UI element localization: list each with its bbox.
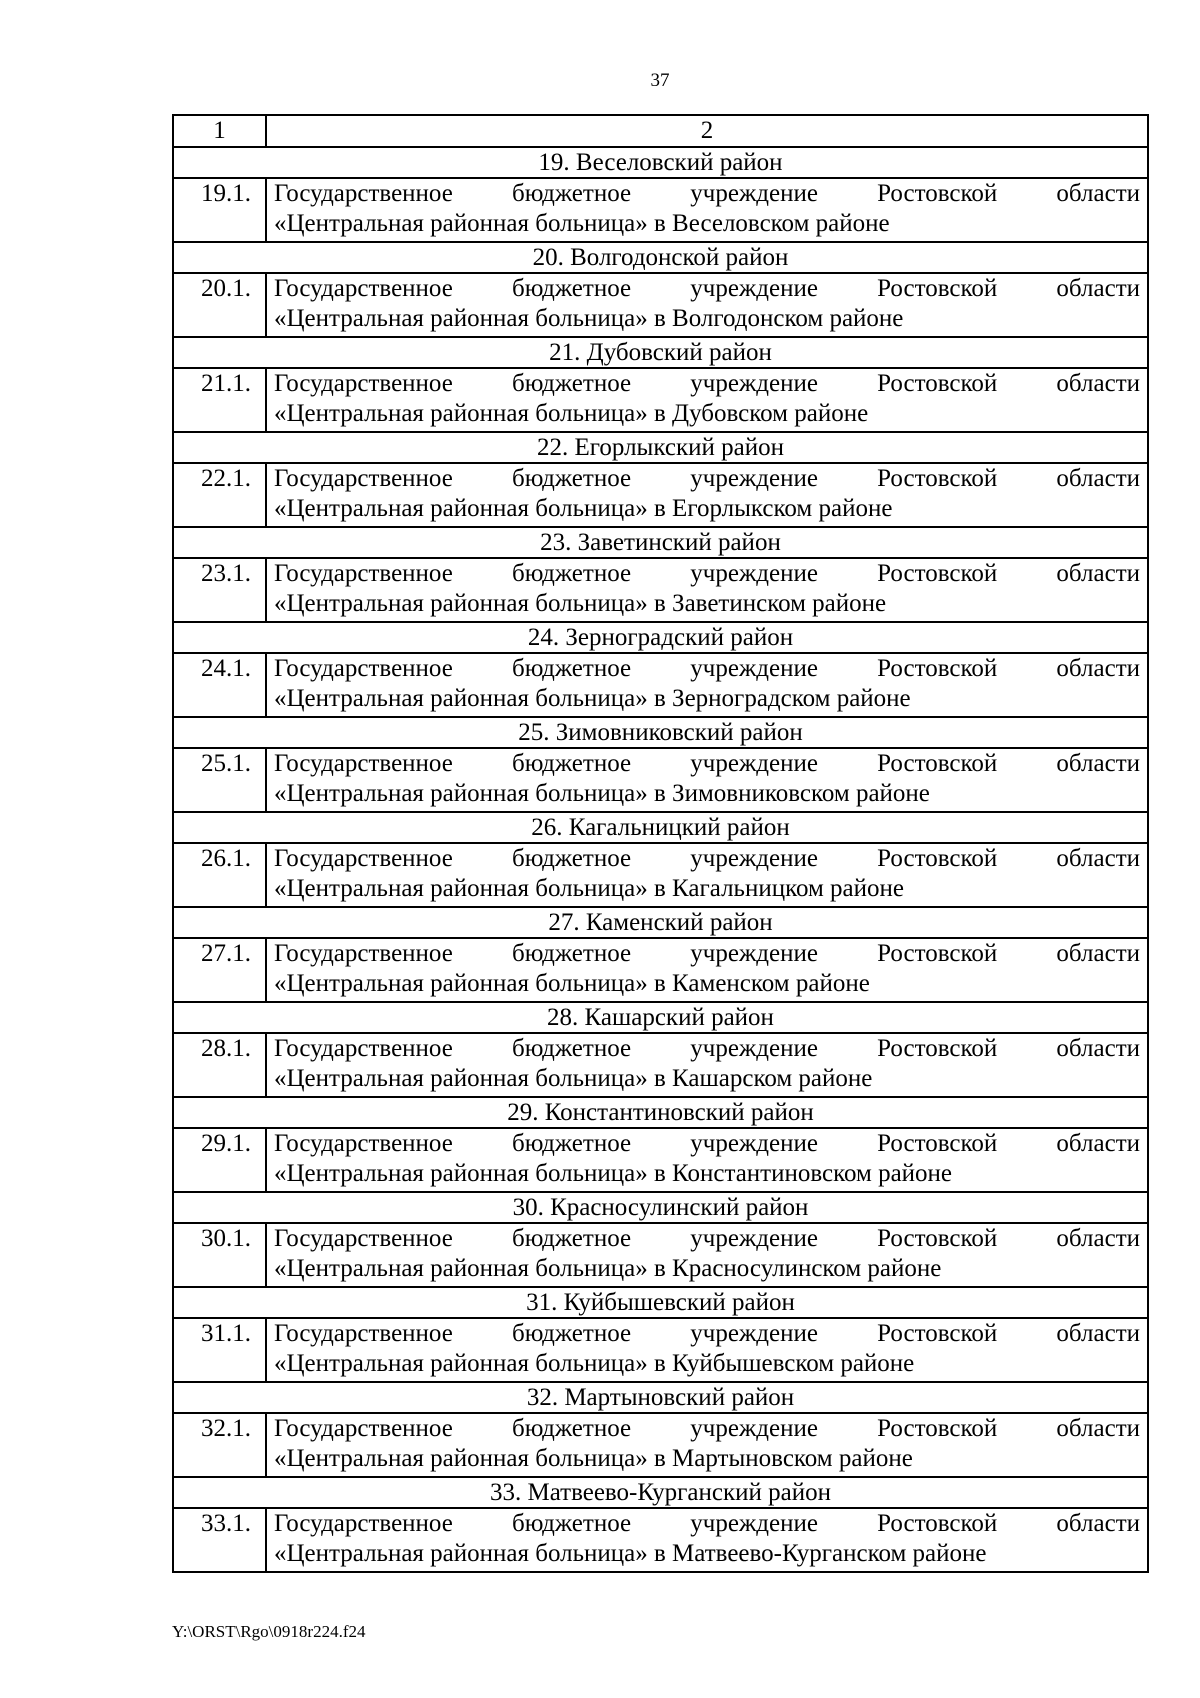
entry-description	[266, 463, 1148, 527]
entry-line-2: «Центральная районная больница» в Волгодонском районе	[274, 305, 904, 332]
entry-number: 26.1.	[173, 843, 266, 907]
table-row	[173, 653, 1148, 717]
entry-description	[266, 1413, 1148, 1477]
entry-description	[266, 1128, 1148, 1192]
district-section-row	[173, 527, 1148, 558]
entry-description	[266, 1508, 1148, 1572]
entry-line-2: «Центральная районная больница» в Матвеево-Курганском районе	[274, 1540, 987, 1567]
district-section-row	[173, 717, 1148, 748]
table-row	[173, 178, 1148, 242]
entry-number: 21.1.	[173, 368, 266, 432]
file-path-footer: Y:\ORST\Rgo\0918r224.f24	[172, 1622, 366, 1641]
table-row	[173, 748, 1148, 812]
table-header-row	[173, 115, 1148, 147]
district-section-row	[173, 1192, 1148, 1223]
table-row	[173, 1413, 1148, 1477]
district-section-row	[173, 432, 1148, 463]
entry-description	[266, 748, 1148, 812]
district-title: 27. Каменский район	[173, 907, 1148, 938]
entry-line-2: «Центральная районная больница» в Веселовском районе	[274, 210, 890, 237]
entry-line-1: Государственное бюджетное учреждение Ростовской области	[274, 1320, 1140, 1347]
district-section-row	[173, 1287, 1148, 1318]
entry-line-1: Государственное бюджетное учреждение Ростовской области	[274, 940, 1140, 967]
district-title: 24. Зерноградский район	[173, 622, 1148, 653]
district-title: 23. Заветинский район	[173, 527, 1148, 558]
entry-number: 19.1.	[173, 178, 266, 242]
entry-line-1: Государственное бюджетное учреждение Ростовской области	[274, 1130, 1140, 1157]
entry-line-2: «Центральная районная больница» в Каменском районе	[274, 970, 870, 997]
district-title: 33. Матвеево-Курганский район	[173, 1477, 1148, 1508]
entry-number: 22.1.	[173, 463, 266, 527]
district-title: 21. Дубовский район	[173, 337, 1148, 368]
entry-number: 32.1.	[173, 1413, 266, 1477]
entry-description	[266, 273, 1148, 337]
district-title: 25. Зимовниковский район	[173, 717, 1148, 748]
entry-line-1: Государственное бюджетное учреждение Ростовской области	[274, 275, 1140, 302]
entry-number: 25.1.	[173, 748, 266, 812]
entry-number: 29.1.	[173, 1128, 266, 1192]
district-section-row	[173, 1097, 1148, 1128]
entry-line-2: «Центральная районная больница» в Мартыновском районе	[274, 1445, 913, 1472]
entry-line-1: Государственное бюджетное учреждение Ростовской области	[274, 1510, 1140, 1537]
entry-line-1: Государственное бюджетное учреждение Ростовской области	[274, 750, 1140, 777]
district-title: 31. Куйбышевский район	[173, 1287, 1148, 1318]
table-row	[173, 273, 1148, 337]
district-title: 32. Мартыновский район	[173, 1382, 1148, 1413]
entry-number: 20.1.	[173, 273, 266, 337]
entry-line-2: «Центральная районная больница» в Куйбышевском районе	[274, 1350, 915, 1377]
entry-line-1: Государственное бюджетное учреждение Ростовской области	[274, 465, 1140, 492]
entry-line-1: Государственное бюджетное учреждение Ростовской области	[274, 655, 1140, 682]
district-title: 22. Егорлыкский район	[173, 432, 1148, 463]
entry-description	[266, 1318, 1148, 1382]
entry-line-2: «Центральная районная больница» в Кашарском районе	[274, 1065, 873, 1092]
district-title: 29. Константиновский район	[173, 1097, 1148, 1128]
hospital-table	[172, 114, 1149, 1573]
district-title: 19. Веселовский район	[173, 147, 1148, 178]
entry-number: 24.1.	[173, 653, 266, 717]
entry-line-1: Государственное бюджетное учреждение Ростовской области	[274, 1225, 1140, 1252]
entry-line-2: «Центральная районная больница» в Красносулинском районе	[274, 1255, 942, 1282]
district-section-row	[173, 242, 1148, 273]
district-title: 30. Красносулинский район	[173, 1192, 1148, 1223]
entry-number: 33.1.	[173, 1508, 266, 1572]
entry-description	[266, 1223, 1148, 1287]
district-section-row	[173, 337, 1148, 368]
district-section-row	[173, 1477, 1148, 1508]
district-section-row	[173, 907, 1148, 938]
table-row	[173, 1128, 1148, 1192]
table-row	[173, 558, 1148, 622]
entry-line-2: «Центральная районная больница» в Егорлыкском районе	[274, 495, 893, 522]
entry-line-2: «Центральная районная больница» в Заветинском районе	[274, 590, 887, 617]
page-number: 37	[650, 70, 670, 91]
district-section-row	[173, 812, 1148, 843]
entry-line-2: «Центральная районная больница» в Зерноградском районе	[274, 685, 911, 712]
district-section-row	[173, 1002, 1148, 1033]
entry-description	[266, 178, 1148, 242]
entry-line-2: «Центральная районная больница» в Дубовском районе	[274, 400, 869, 427]
entry-line-2: «Центральная районная больница» в Константиновском районе	[274, 1160, 953, 1187]
district-title: 20. Волгодонской район	[173, 242, 1148, 273]
entry-description	[266, 1033, 1148, 1097]
entry-number: 27.1.	[173, 938, 266, 1002]
entry-description	[266, 938, 1148, 1002]
entry-line-1: Государственное бюджетное учреждение Ростовской области	[274, 845, 1140, 872]
district-title: 26. Кагальницкий район	[173, 812, 1148, 843]
entry-number: 30.1.	[173, 1223, 266, 1287]
district-section-row	[173, 622, 1148, 653]
entry-line-1: Государственное бюджетное учреждение Ростовской области	[274, 1415, 1140, 1442]
table-row	[173, 463, 1148, 527]
table-row	[173, 1508, 1148, 1572]
entry-description	[266, 653, 1148, 717]
district-section-row	[173, 1382, 1148, 1413]
entry-description	[266, 368, 1148, 432]
table-row	[173, 1033, 1148, 1097]
entry-number: 31.1.	[173, 1318, 266, 1382]
entry-line-1: Государственное бюджетное учреждение Ростовской области	[274, 180, 1140, 207]
table-row	[173, 1223, 1148, 1287]
table-row	[173, 843, 1148, 907]
table-row	[173, 368, 1148, 432]
entry-line-1: Государственное бюджетное учреждение Ростовской области	[274, 1035, 1140, 1062]
entry-line-1: Государственное бюджетное учреждение Ростовской области	[274, 560, 1140, 587]
entry-number: 28.1.	[173, 1033, 266, 1097]
column-header-2: 2	[266, 115, 1148, 147]
table-row	[173, 1318, 1148, 1382]
entry-line-1: Государственное бюджетное учреждение Ростовской области	[274, 370, 1140, 397]
table-row	[173, 938, 1148, 1002]
entry-number: 23.1.	[173, 558, 266, 622]
entry-description	[266, 558, 1148, 622]
entry-line-2: «Центральная районная больница» в Зимовниковском районе	[274, 780, 930, 807]
column-header-1: 1	[173, 115, 266, 147]
district-title: 28. Кашарский район	[173, 1002, 1148, 1033]
entry-line-2: «Центральная районная больница» в Кагальницком районе	[274, 875, 905, 902]
district-section-row	[173, 147, 1148, 178]
entry-description	[266, 843, 1148, 907]
